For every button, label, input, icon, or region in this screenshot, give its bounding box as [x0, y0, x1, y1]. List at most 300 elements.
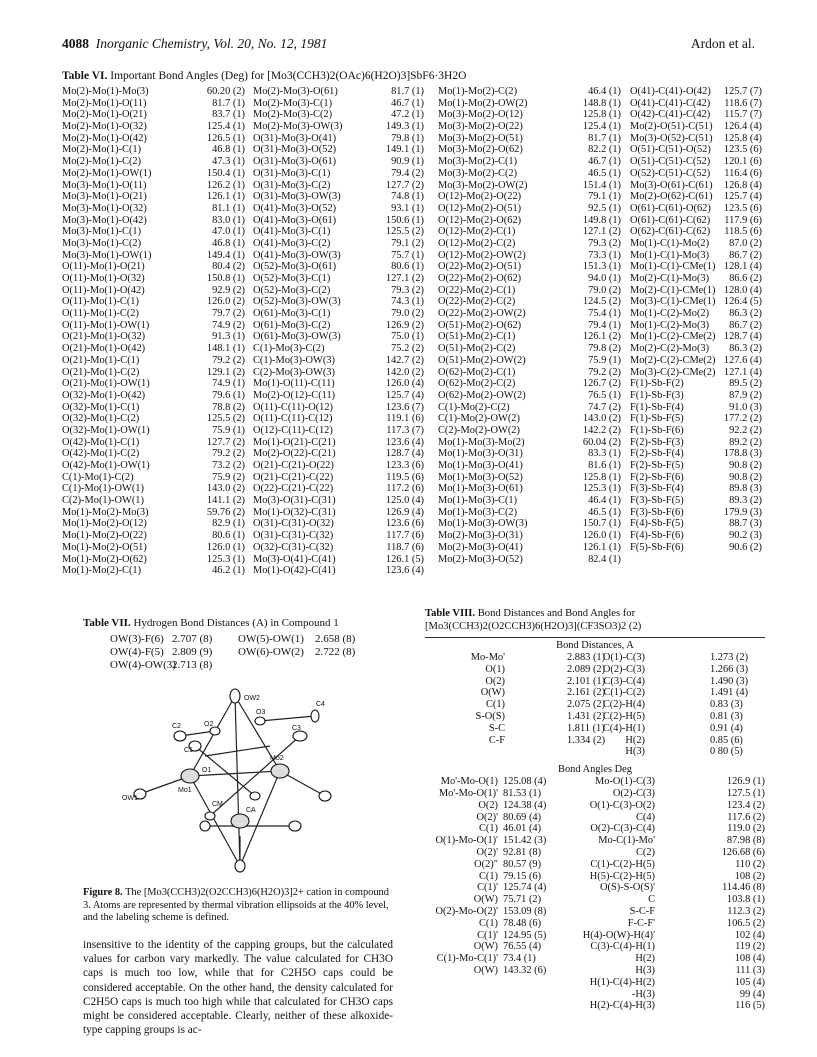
angle-value: 75.71 (2): [503, 894, 542, 906]
bond-angle-label: Mo(3)-Mo(1)-O(11): [62, 179, 147, 191]
bond-angle-label: O(12)-Mo(2)-C(1): [438, 226, 516, 238]
table-row: [630, 121, 762, 133]
bond-angle-label: Mo(2)-Mo(1)-Mo(3): [62, 86, 149, 97]
distance-value: 0.81 (3): [710, 710, 743, 722]
figure8-molecule-drawing: [120, 676, 340, 876]
bond-angle-value: 81.6 (1): [588, 460, 621, 471]
bond-label: O(1): [485, 663, 505, 675]
bond-angle-label: O(31)-Mo(3)-O(61): [253, 156, 337, 168]
figure8-caption: [83, 887, 390, 925]
table-row: [62, 156, 245, 168]
bond-angle-value: 75.2 (2): [391, 343, 424, 355]
table-row: [438, 273, 621, 285]
table-row: [630, 448, 762, 460]
table-row: [630, 483, 762, 495]
table-row: [253, 530, 424, 542]
atom-label: O3: [256, 709, 266, 716]
bond-angle-value: 123.6 (7): [385, 401, 424, 413]
bond-angle-value: 143.0 (2): [582, 413, 621, 425]
table-row: [62, 460, 245, 472]
bond-angle-label: O(62)-C(61)-C(62): [630, 226, 711, 238]
table-row: [62, 518, 245, 530]
bond-angle-value: 94.0 (1): [588, 273, 621, 284]
bond-angle-value: 128.0 (4): [723, 284, 762, 296]
table-row: [630, 250, 762, 262]
bond-angle-label: Mo(3)-Mo(2)-C(1): [438, 156, 518, 168]
table-row: [62, 448, 245, 460]
bond-angle-label: Mo(3)-Mo(2)-O(51): [438, 132, 523, 144]
table-row: [62, 285, 245, 297]
table6-column: [630, 86, 762, 554]
bond-angle-value: 143.0 (2): [206, 483, 245, 495]
table-row: [630, 355, 762, 367]
bond-angle-value: 87.9 (2): [729, 389, 762, 401]
bond-angle-label: Mo(3)-Mo(1)-OW(1): [62, 249, 152, 261]
table-row: [253, 168, 424, 180]
table-row: [630, 203, 762, 215]
bond-angle-label: Mo(3)-Mo(2)-C(2): [438, 167, 518, 179]
angle-label: -H(3): [631, 988, 655, 1000]
table-row: [630, 320, 762, 332]
angle-value: 114.46 (8): [722, 882, 765, 894]
bond-angle-value: 79.4 (2): [391, 167, 424, 179]
table-row: [630, 495, 762, 507]
bond-angle-value: 92.5 (1): [588, 202, 621, 214]
table-row: [438, 507, 621, 519]
table-row: [253, 285, 424, 297]
distance-value: 2.089 (2): [567, 663, 606, 675]
angle-value: 79.15 (6): [503, 870, 542, 882]
table7-caption: [83, 617, 339, 629]
angle-value: 119.0 (2): [727, 823, 765, 835]
bond-angle-value: 90.6 (2): [729, 541, 762, 553]
angle-value: 125.08 (4): [503, 776, 547, 788]
angle-value: 46.01 (4): [503, 823, 542, 835]
bond-angle-label: O(21)-C(21)-O(22): [253, 460, 334, 471]
angle-value: 126.9 (1): [726, 776, 765, 788]
bond-angle-value: 80.4 (2): [212, 261, 245, 273]
table-row: [438, 98, 621, 110]
angle-value: 105 (4): [734, 976, 765, 988]
angle-value: 153.09 (8): [503, 905, 547, 917]
angle-label: O(1)-C(3)-O(2): [589, 799, 655, 811]
bond-label: H(2): [625, 734, 645, 746]
bond-angle-label: O(31)-C(31)-O(32): [253, 518, 334, 530]
atom-label: C2: [172, 723, 181, 730]
bond-angle-value: 92.2 (2): [729, 424, 762, 436]
distance-value: 0 80 (5): [710, 746, 743, 758]
bond-angle-value: 178.8 (3): [723, 448, 762, 460]
table-row: [62, 425, 245, 437]
angle-value: 116 (5): [735, 1000, 765, 1012]
bond-label: O(2)-C(3): [602, 663, 645, 675]
angle-label: C(1)-Mo-C(1)': [436, 953, 498, 965]
hbond-pair: OW(3)-F(6): [110, 633, 164, 645]
table-row: [253, 437, 424, 449]
bond-angle-label: O(31)-Mo(3)-OW(3): [253, 191, 341, 203]
table-row: [438, 425, 621, 437]
bond-angle-label: Mo(3)-Mo(2)-OW(2): [438, 179, 528, 191]
bond-angle-value: 81.7 (1): [588, 132, 621, 144]
bond-angle-value: 81.7 (1): [212, 97, 245, 109]
table-row: [438, 331, 621, 343]
angle-value: 106.5 (2): [726, 917, 765, 929]
table7-label: Table VII.: [83, 617, 131, 629]
body-paragraph: insensitive to the identity of the capping groups, but the calculated values for carbon vary markedly. The value calculated for CH3O caps is much too low, while that for C2H5O caps could be considered acceptable. On the other hand, the density calculated for C2H5O caps is much too high while that calculated for CH3O caps might be considered acceptable. Clearly, neither of these alkoxide-type capping groups is ac-: [83, 939, 393, 1037]
table-row: [438, 483, 621, 495]
bond-angle-value: 179.9 (3): [723, 506, 762, 518]
bond-angle-value: 46.5 (1): [588, 506, 621, 518]
angle-value: 112.3 (2): [727, 905, 765, 917]
table-row: [425, 812, 765, 824]
bond-angle-label: F(1)-Sb-F(3): [630, 389, 684, 401]
bond-angle-label: F(1)-Sb-F(6): [630, 424, 684, 436]
bond-angle-label: Mo(1)-C(2)-Mo(3): [630, 319, 710, 331]
bond-angle-label: O(61)-Mo(3)-C(2): [253, 319, 331, 331]
bond-angle-label: O(61)-C(61)-O(62): [630, 202, 711, 214]
bond-angle-label: O(41)-Mo(3)-C(1): [253, 226, 331, 238]
table6-title: Important Bond Angles (Deg) for [Mo3(CCH3)2(OAc)6(H2O)3]SbF6·3H2O: [110, 70, 467, 82]
bond-angle-label: O(21)-C(21)-C(22): [253, 471, 334, 483]
angle-value: 119 (2): [735, 941, 765, 953]
bond-angle-label: O(11)-Mo(1)-C(2): [62, 308, 139, 320]
table-row: [438, 168, 621, 180]
bond-angle-label: O(21)-Mo(1)-C(2): [62, 366, 140, 378]
angle-label: O(S)-S-O(S)': [600, 882, 655, 894]
table-row: [425, 746, 765, 758]
bond-angle-label: F(3)-Sb-F(5): [630, 495, 684, 507]
table-row: [438, 296, 621, 308]
table-row: [630, 156, 762, 168]
angle-value: 123.4 (2): [726, 799, 765, 811]
table-row: [630, 238, 762, 250]
bond-angle-value: 90.8 (2): [729, 471, 762, 483]
angle-label: H(1)-C(4)-H(2): [589, 976, 655, 988]
bond-angle-value: 123.3 (6): [385, 460, 424, 471]
atom-label: OW2: [244, 695, 260, 702]
bond-angle-label: F(3)-Sb-F(6): [630, 506, 684, 518]
bond-angle-label: F(1)-Sb-F(4): [630, 401, 684, 413]
bond-angle-label: F(2)-Sb-F(6): [630, 471, 684, 483]
bond-angle-label: O(61)-C(61)-C(62): [630, 214, 711, 226]
table-row: [630, 518, 762, 530]
table-row: [62, 250, 245, 262]
bond-angle-label: Mo(1)-Mo(3)-O(61): [438, 483, 523, 495]
bond-angle-value: 74.8 (1): [391, 191, 424, 203]
bond-angle-label: O(11)-Mo(1)-C(1): [62, 296, 139, 308]
bond-angle-label: O(21)-Mo(1)-OW(1): [62, 378, 150, 390]
bond-angle-value: 149.4 (1): [206, 249, 245, 261]
angle-value: 108 (2): [734, 870, 765, 882]
table-row: [62, 413, 245, 425]
table-row: [253, 121, 424, 133]
bond-angle-label: O(12)-Mo(2)-O(22): [438, 191, 522, 203]
table-row: [630, 109, 762, 121]
bond-angle-value: 126.9 (2): [385, 319, 424, 331]
angle-label: O(1)-Mo-O(1)': [435, 835, 498, 847]
table-row: [438, 215, 621, 227]
table-row: [438, 413, 621, 425]
bond-angle-label: O(11)-Mo(1)-O(42): [62, 284, 145, 296]
table-row: [630, 273, 762, 285]
bond-angle-value: 126.1 (1): [206, 191, 245, 203]
bond-angle-value: 74.7 (2): [588, 401, 621, 413]
bond-angle-label: O(32)-Mo(1)-C(2): [62, 413, 140, 425]
distance-value: 2.713 (8): [172, 659, 213, 671]
angle-value: 80.69 (4): [503, 811, 542, 823]
table-row: [62, 226, 245, 238]
bond-angle-value: 79.8 (2): [588, 343, 621, 355]
bond-angle-label: Mo(2)-Mo(1)-C(1): [62, 144, 142, 156]
table8-title: Bond Distances and Bond Angles for [Mo3(CCH3)2(O2CCH3)6(H2O)3](CF3SO3)2 (2): [425, 608, 642, 632]
bond-angle-value: 82.9 (1): [212, 518, 245, 530]
table-row: [438, 203, 621, 215]
table-row: [62, 98, 245, 110]
bond-angle-label: C(1)-Mo(3)-OW(3): [253, 354, 335, 366]
bond-angle-label: Mo(2)-Mo(1)-O(11): [62, 97, 147, 109]
bond-angle-label: F(3)-Sb-F(4): [630, 483, 684, 495]
table-row: [438, 144, 621, 156]
bond-angle-value: 79.8 (1): [391, 132, 424, 144]
bond-angle-value: 115.7 (7): [724, 109, 762, 121]
bond-angle-value: 123.6 (4): [385, 565, 424, 577]
table-row: [438, 133, 621, 145]
bond-label: C(1): [485, 699, 505, 711]
bond-angle-value: 79.2 (2): [588, 366, 621, 378]
angle-label: C(1): [478, 917, 498, 929]
table-row: [630, 296, 762, 308]
angle-value: 117.6 (2): [727, 811, 765, 823]
bond-angle-label: C(2)-Mo(1)-OW(1): [62, 495, 144, 507]
angle-label: H(5)-C(2)-H(5): [589, 870, 655, 882]
bond-label: S-C: [488, 722, 505, 734]
bond-angle-label: Mo(2)-O(51)-C(51): [630, 121, 713, 133]
bond-angle-value: 89.3 (2): [729, 495, 762, 507]
angle-label: C(2): [635, 846, 655, 858]
table6-caption: [62, 70, 466, 82]
bond-angle-label: Mo(3)-Mo(1)-C(1): [62, 226, 142, 238]
bond-angle-value: 73.2 (2): [212, 460, 245, 471]
bond-angle-value: 119.5 (6): [386, 471, 424, 483]
bond-angle-value: 126.0 (4): [385, 378, 424, 390]
table-row: [253, 308, 424, 320]
table-row: [62, 320, 245, 332]
table-row: [62, 261, 245, 273]
bond-angle-value: 126.5 (1): [206, 132, 245, 144]
bond-angle-value: 151.4 (1): [582, 179, 621, 191]
table-row: [630, 413, 762, 425]
bond-angle-label: O(32)-Mo(1)-O(42): [62, 389, 146, 401]
bond-angle-label: Mo(2)-Mo(1)-O(32): [62, 121, 147, 133]
angle-label: O(W): [473, 964, 498, 976]
bond-angle-value: 125.0 (4): [385, 495, 424, 507]
table7: [110, 633, 390, 672]
table-row: [630, 226, 762, 238]
table-row: [425, 800, 765, 812]
table-row: [630, 261, 762, 273]
bond-angle-value: 142.7 (2): [385, 354, 424, 366]
bond-angle-label: Mo(2)-Mo(3)-O(52): [438, 553, 523, 565]
table-row: [62, 437, 245, 449]
bond-angle-value: 123.6 (4): [385, 436, 424, 448]
bond-angle-value: 86.7 (2): [729, 319, 762, 331]
bond-angle-label: Mo(2)-Mo(3)-O(31): [438, 530, 523, 542]
table-row: [438, 156, 621, 168]
table-row: [630, 507, 762, 519]
angle-value: 151.42 (3): [503, 835, 547, 847]
bond-angle-value: 127.7 (2): [206, 436, 245, 448]
bond-angle-label: O(32)-C(31)-C(32): [253, 541, 334, 553]
bond-angle-label: O(51)-Mo(2)-OW(2): [438, 354, 526, 366]
table-row: [425, 699, 765, 711]
bond-label: C(2)-H(5): [602, 710, 645, 722]
angle-label: C(1): [478, 823, 498, 835]
bond-angle-value: 79.0 (2): [391, 308, 424, 320]
bond-angle-label: O(31)-Mo(3)-O(52): [253, 144, 337, 156]
bond-angle-label: Mo(1)-Mo(3)-Mo(2): [438, 436, 525, 448]
table-row: [630, 402, 762, 414]
bond-angle-label: Mo(1)-Mo(3)-C(2): [438, 506, 518, 518]
angle-value: 76.55 (4): [503, 941, 542, 953]
table-row: [438, 495, 621, 507]
table-row: [438, 261, 621, 273]
bond-angle-value: 125.4 (1): [582, 121, 621, 133]
table-row: [425, 847, 765, 859]
distance-value: 1.266 (3): [710, 663, 749, 675]
bond-angle-label: O(41)-C(41)-C(42): [630, 97, 711, 109]
bond-angle-value: 119.1 (6): [386, 413, 424, 425]
bond-angle-value: 126.0 (1): [206, 541, 245, 553]
angle-label: O(W): [473, 941, 498, 953]
distance-value: 0.83 (3): [710, 699, 743, 711]
table-row: [62, 109, 245, 121]
bond-angle-label: O(21)-Mo(1)-O(42): [62, 343, 146, 355]
table-row: [630, 390, 762, 402]
angle-label: O(2)-C(3): [612, 787, 655, 799]
bond-angle-value: 125.5 (2): [206, 413, 245, 425]
bond-angle-value: 74.3 (1): [391, 296, 424, 308]
angle-value: 102 (4): [734, 929, 765, 941]
bond-angle-value: 125.3 (1): [206, 553, 245, 565]
table-row: [253, 495, 424, 507]
table-row: [253, 390, 424, 402]
bond-angle-label: Mo(3)-Mo(1)-O(42): [62, 214, 147, 226]
table6-label: Table VI.: [62, 70, 108, 82]
bond-angle-value: 125.8 (1): [582, 109, 621, 121]
bond-angle-label: C(2)-Mo(3)-OW(3): [253, 366, 335, 378]
table-row: [253, 378, 424, 390]
bond-angle-label: O(62)-Mo(2)-C(1): [438, 366, 516, 378]
table-row: [253, 518, 424, 530]
bond-angle-label: Mo(1)-Mo(3)-O(52): [438, 471, 523, 483]
bond-angle-label: O(32)-Mo(1)-C(1): [62, 401, 140, 413]
table-row: [438, 320, 621, 332]
bond-angle-value: 150.8 (1): [206, 273, 245, 284]
bond-angle-value: 128.1 (4): [723, 261, 762, 273]
bond-angle-label: Mo(3)-Mo(2)-O(12): [438, 109, 523, 121]
table-row: [62, 378, 245, 390]
bond-angle-value: 79.6 (1): [212, 389, 245, 401]
table8-caption: [425, 608, 765, 633]
table-row: [253, 367, 424, 379]
table7-title: Hydrogen Bond Distances (A) in Compound 1: [133, 617, 339, 629]
angle-label: C(1)-C(2)-H(5): [590, 858, 655, 870]
table-row: [438, 180, 621, 192]
bond-angle-label: C(1)-Mo(2)-C(2): [438, 401, 510, 413]
bond-label: O(1)-C(3): [602, 652, 645, 663]
bond-angle-label: O(11)-Mo(1)-O(21): [62, 261, 145, 273]
table-row: [425, 965, 765, 977]
table-row: [425, 953, 765, 965]
bond-label: C(4)-H(1): [602, 722, 645, 734]
bond-angle-value: 88.7 (3): [729, 518, 762, 530]
bond-angle-label: Mo(1)-Mo(3)-C(1): [438, 495, 518, 507]
bond-angle-label: Mo(2)-Mo(3)-O(61): [253, 86, 338, 97]
bond-angle-label: O(51)-C(51)-C(52): [630, 156, 711, 168]
distance-value: 0.91 (4): [710, 722, 743, 734]
table-row: [253, 133, 424, 145]
bond-angle-label: Mo(2)-Mo(3)-C(2): [253, 109, 333, 121]
bond-angle-value: 127.1 (4): [723, 366, 762, 378]
table-row: [62, 554, 245, 566]
bond-angle-value: 73.3 (1): [588, 249, 621, 261]
distance-value: 2.101 (1): [567, 675, 606, 687]
bond-angle-value: 117.2 (6): [386, 483, 424, 495]
bond-angle-label: Mo(2)-Mo(1)-C(2): [62, 156, 142, 168]
atom-label: C4: [316, 701, 325, 708]
bond-angle-label: O(61)-Mo(3)-C(1): [253, 308, 331, 320]
table-row: [438, 448, 621, 460]
table-row: [253, 331, 424, 343]
hbond-pair: OW(4)-OW(3): [110, 659, 176, 671]
bond-angle-value: 90.8 (2): [729, 460, 762, 471]
table8-top-rule: [425, 637, 765, 638]
table-row: [425, 941, 765, 953]
table-row: [425, 906, 765, 918]
bond-angle-label: O(22)-Mo(2)-C(2): [438, 296, 516, 308]
bond-angle-label: Mo(2)-O(12)-C(11): [253, 389, 336, 401]
bond-angle-value: 123.5 (6): [723, 144, 762, 156]
table-row: [438, 191, 621, 203]
table-row: [425, 664, 765, 676]
table-row: [62, 355, 245, 367]
bond-angle-label: Mo(1)-C(2)-Mo(2): [630, 308, 710, 320]
bond-angle-label: O(51)-Mo(2)-C(2): [438, 343, 516, 355]
bond-angle-label: O(52)-Mo(3)-O(61): [253, 261, 337, 273]
angle-label: S-C-F: [629, 905, 655, 917]
angle-label: C(1)': [477, 882, 498, 894]
bond-angle-label: Mo(1)-Mo(2)-Mo(3): [62, 506, 149, 518]
bond-angle-value: 86.3 (2): [729, 308, 762, 320]
table-row: [62, 331, 245, 343]
table8: [425, 636, 765, 1012]
table-row: [62, 343, 245, 355]
angle-value: 87.98 (8): [726, 835, 765, 847]
bond-angle-label: O(12)-Mo(2)-C(2): [438, 237, 516, 249]
table-row: [438, 121, 621, 133]
distance-value: 1.491 (4): [710, 687, 749, 699]
bond-angle-value: 125.7 (4): [385, 389, 424, 401]
bond-label: O(W): [480, 687, 505, 699]
angle-label: C(4): [635, 811, 655, 823]
distance-value: 1.273 (2): [710, 652, 749, 663]
bond-angle-value: 116.4 (6): [724, 167, 762, 179]
bond-angle-label: Mo(3)-O(61)-C(61): [630, 179, 713, 191]
bond-angle-label: F(2)-Sb-F(4): [630, 448, 684, 460]
bond-angle-value: 150.4 (1): [206, 167, 245, 179]
angle-value: 80.57 (9): [503, 858, 542, 870]
table-row: [438, 472, 621, 484]
